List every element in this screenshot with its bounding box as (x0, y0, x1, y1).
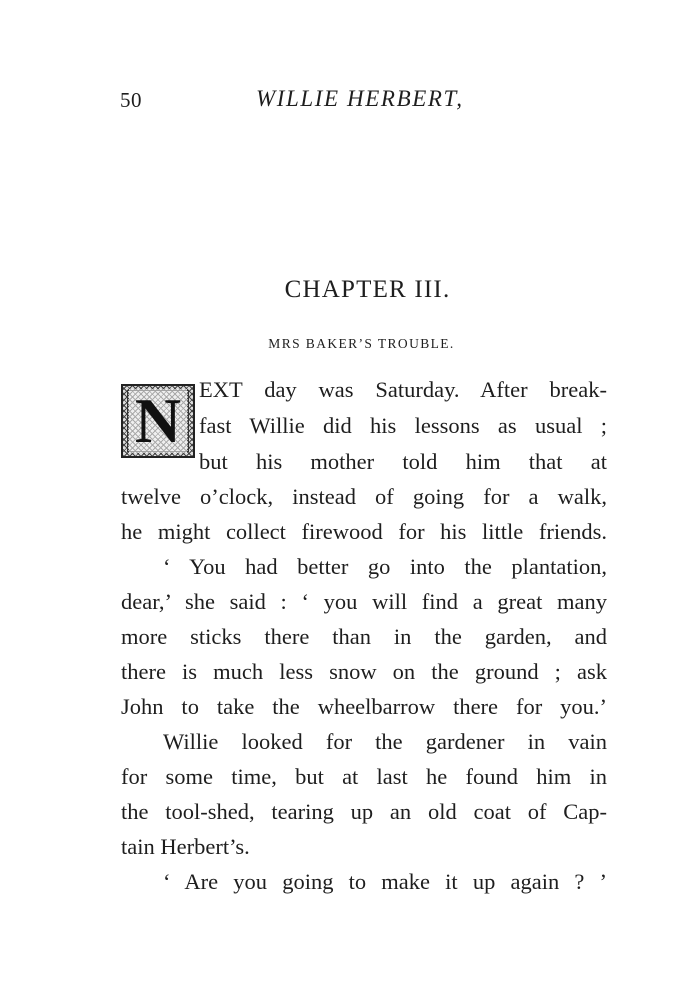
drop-cap-ornament (121, 384, 195, 458)
text-line: but his mother told him that at (199, 449, 607, 474)
text-line: more sticks there than in the garden, and (121, 624, 607, 649)
chapter-heading: CHAPTER III. (284, 276, 451, 303)
page-number: 50 (120, 88, 142, 112)
drop-cap-letter: N (129, 389, 187, 453)
text-line: John to take the wheelbarrow there for you.’ (121, 694, 607, 719)
running-head (120, 86, 610, 116)
text-line: EXT day was Saturday. After break- (199, 377, 607, 402)
text-line: the tool-shed, tearing up an old coat of Cap- (121, 799, 607, 824)
text-line: there is much less snow on the ground ; ask (121, 659, 607, 684)
text-line: ‘ You had better go into the plantation, (163, 554, 607, 579)
text-line: he might collect firewood for his little friends. (121, 519, 607, 544)
text-line: Willie looked for the gardener in vain (163, 729, 607, 754)
running-title: WILLIE HERBERT, (256, 86, 464, 111)
text-line: twelve o’clock, instead of going for a walk, (121, 484, 607, 509)
chapter-subtitle: MRS BAKER’S TROUBLE. (268, 336, 455, 351)
text-line: fast Willie did his lessons as usual ; (199, 413, 607, 438)
text-line: dear,’ she said : ‘ you will find a great many (121, 589, 607, 614)
text-line: ‘ Are you going to make it up again ? ’ (163, 869, 607, 894)
text-line: for some time, but at last he found him in (121, 764, 607, 789)
text-line: tain Herbert’s. (121, 834, 250, 859)
